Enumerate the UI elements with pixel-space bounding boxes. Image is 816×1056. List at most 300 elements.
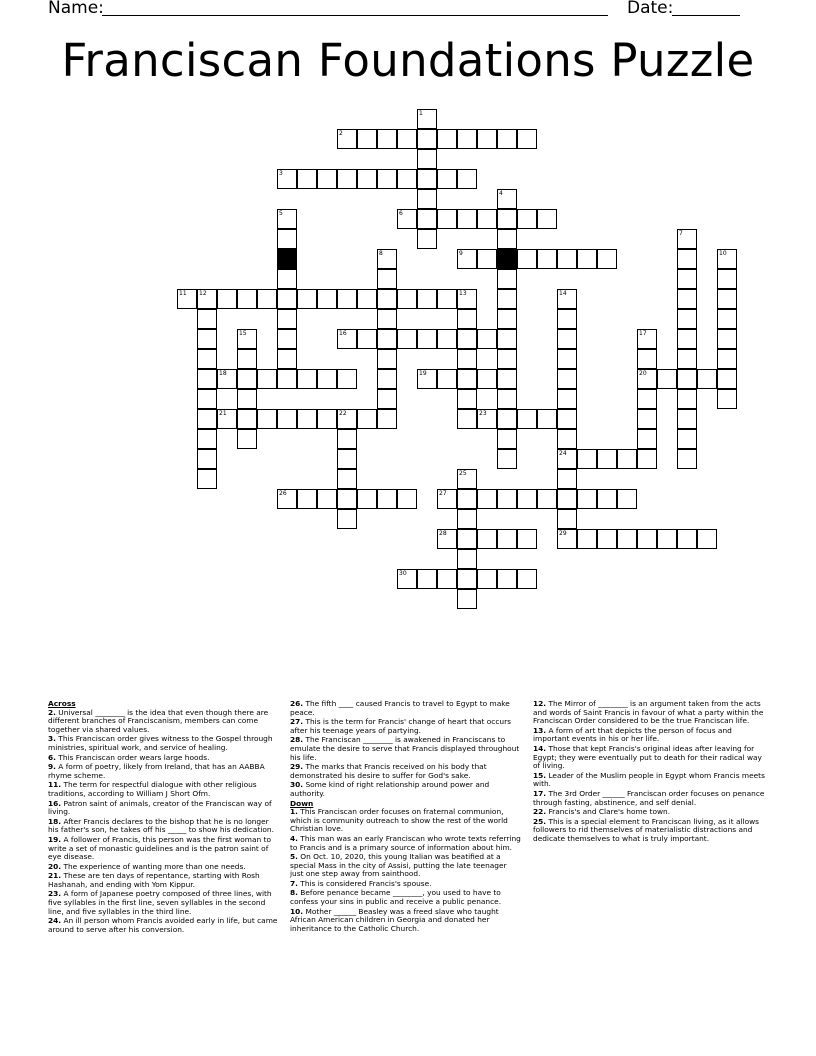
grid-cell[interactable] [217,369,237,389]
grid-cell[interactable] [457,529,477,549]
grid-cell[interactable] [557,489,577,509]
clue-number: 2. [48,707,56,717]
grid-cell[interactable] [497,269,517,289]
grid-cell[interactable] [557,289,577,309]
clue-text: The 3rd Order ______ Franciscan order focuses on penance through fasting, abstinence, and self denial. [533,788,765,807]
grid-cell[interactable] [357,489,377,509]
grid-cell[interactable] [497,369,517,389]
grid-cell[interactable] [517,129,537,149]
grid-cell[interactable] [317,289,337,309]
grid-cell[interactable] [197,389,217,409]
clue-text: Leader of the Muslim people in Egypt whom Francis meets with. [533,770,765,789]
grid-cell[interactable] [477,329,497,349]
grid-cell[interactable] [397,169,417,189]
clue-text: A form of poetry, likely from Ireland, that has an AABBA rhyme scheme. [48,762,265,780]
grid-cell[interactable] [497,289,517,309]
clue-number: 11 [179,290,187,297]
grid-cell[interactable] [677,269,697,289]
down-clue [533,790,765,807]
grid-cell[interactable] [677,229,697,249]
grid-cell[interactable] [497,329,517,349]
grid-cell[interactable] [257,369,277,389]
grid-cell[interactable] [377,169,397,189]
grid-cell[interactable] [517,529,537,549]
clue-text: The term for respectful dialogue with other religious traditions, according to William J Short Ofm. [48,780,257,798]
clue-text: After Francis declares to the bishop that he is no longer his father's son, he takes off his _____ to show his dedication. [48,816,274,835]
black-cell [497,249,517,269]
clue-number: 26 [279,490,287,497]
grid-cell[interactable] [377,289,397,309]
clue-number: 12 [199,290,207,297]
across-clue [48,863,280,872]
grid-cell[interactable] [477,529,497,549]
grid-cell[interactable] [617,449,637,469]
grid-cell[interactable] [457,389,477,409]
clue-number: 20. [48,861,62,871]
clue-number: 23. [48,889,62,899]
grid-cell[interactable] [417,129,437,149]
grid-cell[interactable] [457,569,477,589]
grid-cell[interactable] [437,529,457,549]
clues-column-2 [290,700,522,934]
grid-cell[interactable] [577,449,597,469]
grid-cell[interactable] [557,249,577,269]
grid-cell[interactable] [677,429,697,449]
down-clue [290,880,522,889]
clue-number: 29. [290,762,304,772]
grid-cell[interactable] [397,289,417,309]
grid-cell[interactable] [597,489,617,509]
grid-cell[interactable] [197,449,217,469]
grid-cell[interactable] [497,389,517,409]
grid-cell[interactable] [417,109,437,129]
grid-cell[interactable] [297,289,317,309]
grid-cell[interactable] [717,369,737,389]
clue-number: 10 [719,250,727,257]
across-clue [48,800,280,817]
grid-cell[interactable] [717,309,737,329]
black-cell [277,249,297,269]
grid-cell[interactable] [377,129,397,149]
grid-cell[interactable] [237,429,257,449]
clues-column-1 [48,700,280,935]
grid-cell[interactable] [477,569,497,589]
grid-cell[interactable] [577,489,597,509]
grid-cell[interactable] [337,449,357,469]
down-clue [290,853,522,879]
down-clue [290,835,522,852]
grid-cell[interactable] [437,169,457,189]
grid-cell[interactable] [697,529,717,549]
grid-cell[interactable] [377,489,397,509]
grid-cell[interactable] [257,409,277,429]
grid-cell[interactable] [237,349,257,369]
grid-cell[interactable] [257,289,277,309]
grid-cell[interactable] [277,409,297,429]
grid-cell[interactable] [537,409,557,429]
clue-number: 6. [48,752,56,762]
clue-number: 29 [559,530,567,537]
grid-cell[interactable] [557,449,577,469]
grid-cell[interactable] [297,369,317,389]
grid-cell[interactable] [377,269,397,289]
grid-cell[interactable] [557,329,577,349]
grid-cell[interactable] [337,429,357,449]
grid-cell[interactable] [277,209,297,229]
down-heading: Down [290,798,314,808]
grid-cell[interactable] [497,409,517,429]
grid-cell[interactable] [557,469,577,489]
grid-cell[interactable] [417,169,437,189]
grid-cell[interactable] [637,329,657,349]
grid-cell[interactable] [497,129,517,149]
grid-cell[interactable] [457,289,477,309]
down-clue [290,889,522,906]
clue-number: 30 [399,570,407,577]
grid-cell[interactable] [677,349,697,369]
grid-cell[interactable] [477,489,497,509]
across-clue [48,872,280,889]
grid-cell[interactable] [557,509,577,529]
grid-cell[interactable] [357,289,377,309]
grid-cell[interactable] [457,549,477,569]
grid-cell[interactable] [677,529,697,549]
grid-cell[interactable] [437,129,457,149]
grid-cell[interactable] [317,409,337,429]
grid-cell[interactable] [497,569,517,589]
clue-text: This Franciscan order focuses on fraternal communion, which is community outreach to show the rest of the world Christian love. [290,807,508,834]
grid-cell[interactable] [477,409,497,429]
grid-cell[interactable] [357,169,377,189]
grid-cell[interactable] [417,289,437,309]
grid-cell[interactable] [397,129,417,149]
grid-cell[interactable] [417,229,437,249]
grid-cell[interactable] [597,529,617,549]
clue-number: 28. [290,735,304,745]
clue-number: 16 [339,330,347,337]
clue-number: 5 [279,210,283,217]
grid-cell[interactable] [377,349,397,369]
grid-cell[interactable] [557,389,577,409]
grid-cell[interactable] [717,389,737,409]
grid-cell[interactable] [417,329,437,349]
clue-text: The Franciscan ________ is awakened in Franciscans to emulate the desire to serve that Francis displayed throughout his life. [290,735,520,762]
grid-cell[interactable] [497,189,517,209]
clue-number: 4 [499,190,503,197]
grid-cell[interactable] [537,209,557,229]
grid-cell[interactable] [377,309,397,329]
clue-text: This is considered Francis's spouse. [297,878,432,888]
grid-cell[interactable] [397,489,417,509]
grid-cell[interactable] [197,469,217,489]
grid-cell[interactable] [277,289,297,309]
clue-number: 19 [419,370,427,377]
clue-number: 18. [48,816,62,826]
grid-cell[interactable] [437,209,457,229]
grid-cell[interactable] [457,329,477,349]
grid-cell[interactable] [657,529,677,549]
clue-text: Some kind of right relationship around power and authority. [290,780,490,798]
clue-number: 6 [399,210,403,217]
grid-cell[interactable] [497,429,517,449]
grid-cell[interactable] [717,349,737,369]
grid-cell[interactable] [397,329,417,349]
clue-number: 14. [533,743,547,753]
clue-number: 25 [459,470,467,477]
grid-cell[interactable] [677,369,697,389]
grid-cell[interactable] [597,449,617,469]
grid-cell[interactable] [277,309,297,329]
clue-number: 17 [639,330,647,337]
clue-number: 22 [339,410,347,417]
grid-cell[interactable] [637,449,657,469]
clue-number: 13. [533,725,547,735]
grid-cell[interactable] [557,369,577,389]
grid-cell[interactable] [717,249,737,269]
grid-cell[interactable] [337,409,357,429]
clue-number: 21 [219,410,227,417]
clue-number: 3 [279,170,283,177]
clue-number: 15. [533,770,547,780]
clue-number: 10. [290,906,304,916]
grid-cell[interactable] [497,529,517,549]
grid-cell[interactable] [377,409,397,429]
grid-cell[interactable] [517,489,537,509]
grid-cell[interactable] [497,349,517,369]
grid-cell[interactable] [677,249,697,269]
grid-cell[interactable] [397,569,417,589]
grid-cell[interactable] [337,289,357,309]
grid-cell[interactable] [377,369,397,389]
grid-cell[interactable] [297,489,317,509]
grid-cell[interactable] [677,329,697,349]
grid-cell[interactable] [497,489,517,509]
clue-number: 12. [533,699,547,708]
clue-number: 28 [439,530,447,537]
grid-cell[interactable] [317,369,337,389]
grid-cell[interactable] [457,469,477,489]
grid-cell[interactable] [457,209,477,229]
grid-cell[interactable] [237,289,257,309]
grid-cell[interactable] [277,169,297,189]
grid-cell[interactable] [677,389,697,409]
grid-cell[interactable] [577,249,597,269]
grid-cell[interactable] [217,289,237,309]
clue-number: 24 [559,450,567,457]
grid-cell[interactable] [417,209,437,229]
clue-number: 27. [290,717,304,727]
grid-cell[interactable] [337,329,357,349]
grid-cell[interactable] [457,589,477,609]
grid-cell[interactable] [197,349,217,369]
down-clue [533,808,765,817]
grid-cell[interactable] [677,409,697,429]
grid-cell[interactable] [217,409,237,429]
grid-cell[interactable] [477,129,497,149]
grid-cell[interactable] [457,169,477,189]
grid-cell[interactable] [197,329,217,349]
grid-cell[interactable] [497,209,517,229]
grid-cell[interactable] [557,529,577,549]
across-clue [48,754,280,763]
grid-cell[interactable] [657,369,677,389]
grid-cell[interactable] [277,229,297,249]
grid-cell[interactable] [277,369,297,389]
page-title: Franciscan Foundations Puzzle [61,34,755,87]
clue-text: Francis's and Clare's home town. [546,807,671,817]
grid-cell[interactable] [417,189,437,209]
grid-cell[interactable] [457,489,477,509]
grid-cell[interactable] [497,309,517,329]
grid-cell[interactable] [637,349,657,369]
clue-text: A form of art that depicts the person of focus and important events in his or her life. [533,725,732,744]
grid-cell[interactable] [557,349,577,369]
grid-cell[interactable] [457,309,477,329]
grid-cell[interactable] [417,369,437,389]
grid-cell[interactable] [497,449,517,469]
clue-number: 17. [533,788,547,798]
clue-number: 8. [290,888,298,898]
clue-number: 5. [290,852,298,862]
grid-cell[interactable] [557,309,577,329]
clue-text: The experience of wanting more than one needs. [61,861,246,871]
grid-cell[interactable] [477,369,497,389]
grid-cell[interactable] [577,529,597,549]
grid-cell[interactable] [457,369,477,389]
grid-cell[interactable] [177,289,197,309]
clue-number: 22. [533,807,547,817]
grid-cell[interactable] [417,569,437,589]
grid-cell[interactable] [637,389,657,409]
grid-cell[interactable] [357,409,377,429]
clue-number: 18 [219,370,227,377]
grid-cell[interactable] [377,249,397,269]
down-clue [533,745,765,771]
grid-cell[interactable] [197,289,217,309]
grid-cell[interactable] [337,509,357,529]
grid-cell[interactable] [237,409,257,429]
grid-cell[interactable] [337,469,357,489]
grid-cell[interactable] [677,449,697,469]
grid-cell[interactable] [437,369,457,389]
clue-text: Patron saint of animals, creator of the Franciscan way of living. [48,798,272,817]
clue-number: 4. [290,833,298,843]
grid-cell[interactable] [637,409,657,429]
clue-number: 19. [48,834,62,844]
grid-cell[interactable] [557,429,577,449]
grid-cell[interactable] [377,389,397,409]
grid-cell[interactable] [437,569,457,589]
grid-cell[interactable] [717,269,737,289]
grid-cell[interactable] [317,489,337,509]
clue-text: An ill person whom Francis avoided early in life, but came around to serve after his conversion. [48,916,278,934]
clue-number: 14 [559,290,567,297]
grid-cell[interactable] [717,289,737,309]
clue-number: 9 [459,250,463,257]
grid-cell[interactable] [277,269,297,289]
grid-cell[interactable] [517,249,537,269]
grid-cell[interactable] [377,329,397,349]
down-clue [533,727,765,744]
down-clue [290,808,522,834]
grid-cell[interactable] [617,489,637,509]
grid-cell[interactable] [337,489,357,509]
grid-cell[interactable] [197,309,217,329]
grid-cell[interactable] [417,149,437,169]
grid-cell[interactable] [457,129,477,149]
grid-cell[interactable] [357,329,377,349]
clue-number: 15 [239,330,247,337]
grid-cell[interactable] [297,169,317,189]
grid-cell[interactable] [277,329,297,349]
grid-cell[interactable] [297,409,317,429]
grid-cell[interactable] [697,369,717,389]
grid-cell[interactable] [237,369,257,389]
grid-cell[interactable] [537,489,557,509]
grid-cell[interactable] [637,529,657,549]
grid-cell[interactable] [437,489,457,509]
grid-cell[interactable] [457,349,477,369]
grid-cell[interactable] [237,389,257,409]
grid-cell[interactable] [337,169,357,189]
grid-cell[interactable] [457,249,477,269]
across-clue [290,736,522,762]
grid-cell[interactable] [617,529,637,549]
grid-cell[interactable] [677,289,697,309]
grid-cell[interactable] [197,369,217,389]
across-clue [48,735,280,752]
grid-cell[interactable] [197,429,217,449]
grid-cell[interactable] [677,309,697,329]
grid-cell[interactable] [457,509,477,529]
grid-cell[interactable] [357,129,377,149]
clue-number: 7. [290,878,298,888]
clue-number: 27 [439,490,447,497]
clue-number: 2 [339,130,343,137]
across-clue [48,763,280,780]
grid-cell[interactable] [517,209,537,229]
clue-text: Mother ______ Beasley was a freed slave who taught African American children in Georgia and donated her inheritance to the Catholic Church. [290,906,499,933]
grid-cell[interactable] [557,409,577,429]
grid-cell[interactable] [317,169,337,189]
grid-cell[interactable] [437,289,457,309]
grid-cell[interactable] [237,329,257,349]
grid-cell[interactable] [597,249,617,269]
grid-cell[interactable] [197,409,217,429]
grid-cell[interactable] [537,249,557,269]
grid-cell[interactable] [477,249,497,269]
clue-text: The fifth ____ caused Francis to travel to Egypt to make peace. [290,699,510,717]
clue-text: A form of Japanese poetry composed of three lines, with five syllables in the first line, seven syllables in the second line, and five syllables in the third line. [48,889,272,916]
grid-cell[interactable] [637,369,657,389]
grid-cell[interactable] [637,429,657,449]
grid-cell[interactable] [477,209,497,229]
grid-cell[interactable] [717,329,737,349]
across-clue [290,718,522,735]
clue-number: 24. [48,916,62,926]
down-clue [533,700,765,726]
grid-cell[interactable] [457,409,477,429]
grid-cell[interactable] [497,229,517,249]
grid-cell[interactable] [337,129,357,149]
grid-cell[interactable] [337,369,357,389]
grid-cell[interactable] [437,329,457,349]
grid-cell[interactable] [277,349,297,369]
grid-cell[interactable] [517,569,537,589]
grid-cell[interactable] [397,209,417,229]
grid-cell[interactable] [277,489,297,509]
grid-cell[interactable] [517,409,537,429]
